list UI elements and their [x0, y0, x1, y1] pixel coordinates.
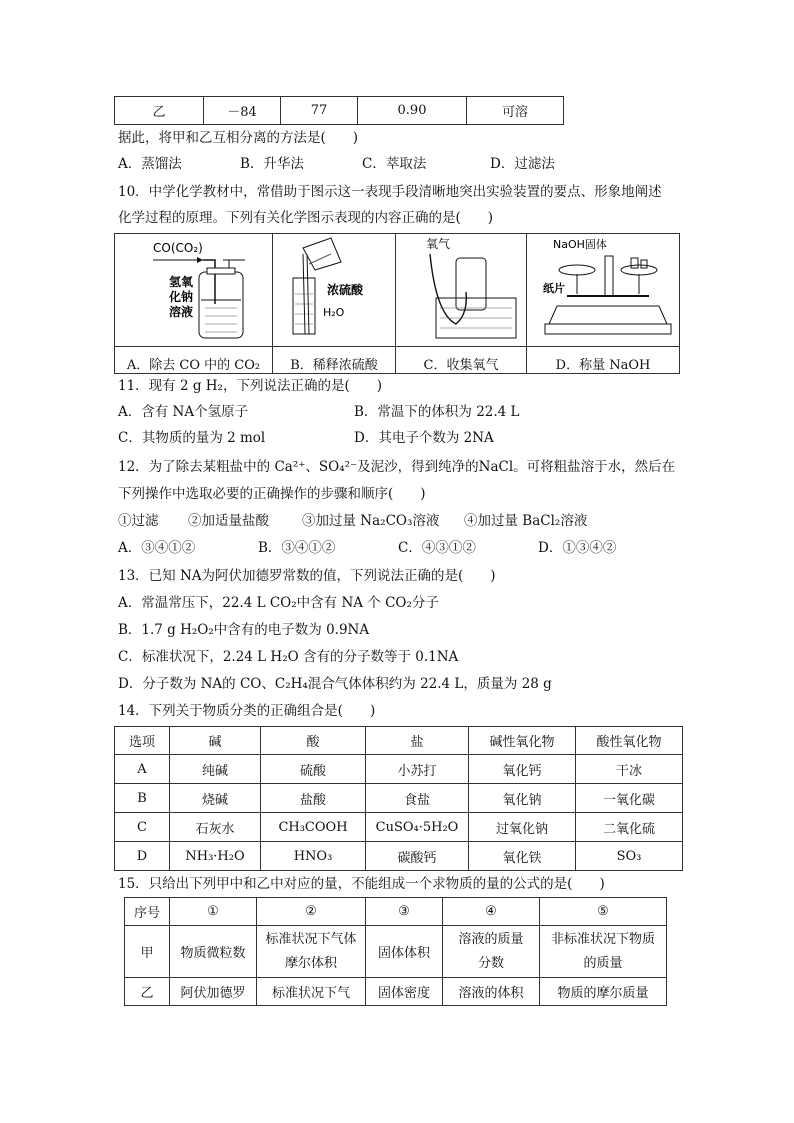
cell: 烧碱 — [170, 784, 261, 813]
q15-stem: 15．只给出下列甲中和乙中对应的量，不能组成一个求物质的量的公式的是( ) — [118, 876, 605, 892]
cell: 溶液的体积 — [443, 978, 540, 1006]
q14-table — [114, 726, 683, 871]
cell: 干冰 — [576, 755, 683, 784]
fig-b-acid-label: 浓硫酸 — [327, 283, 364, 297]
q9-stem: 据此，将甲和乙互相分离的方法是( ) — [118, 130, 359, 146]
q9-option-c: C．萃取法 — [362, 156, 427, 172]
cell: 固体体积 — [366, 926, 443, 978]
q12-option-b: B．③④①② — [258, 540, 336, 556]
table-row — [125, 978, 667, 1006]
row-label: 乙 — [125, 978, 170, 1006]
cell: C — [115, 813, 170, 842]
q9-option-b: B．升华法 — [240, 156, 304, 172]
q13-option-b: B．1.7 g H₂O₂中含有的电子数为 0.9NA — [118, 622, 370, 638]
header-cell: 序号 — [125, 898, 170, 926]
cell: B — [115, 784, 170, 813]
cell: A — [115, 755, 170, 784]
cell: 食盐 — [366, 784, 469, 813]
caption-d: D．称量 NaOH — [527, 347, 680, 374]
cell: 一氧化碳 — [576, 784, 683, 813]
balance-diagram — [527, 234, 679, 342]
cell: 非标准状况下物质的质量 — [540, 926, 667, 978]
cell: 氧化钙 — [469, 755, 576, 784]
header-cell: ② — [257, 898, 366, 926]
cell: D — [115, 842, 170, 871]
cell: 小苏打 — [366, 755, 469, 784]
q13-stem: 13．已知 NA为阿伏加德罗常数的值，下列说法正确的是( ) — [118, 568, 496, 584]
q12-step-4: ④加过量 BaCl₂溶液 — [464, 513, 588, 529]
cell: 二氧化硫 — [576, 813, 683, 842]
caption-a: A．除去 CO 中的 CO₂ — [115, 347, 273, 374]
header-cell: 碱 — [170, 727, 261, 755]
cell: NH₃·H₂O — [170, 842, 261, 871]
q11-stem: 11．现有 2 g H₂，下列说法正确的是( ) — [118, 378, 383, 394]
header-cell: 选项 — [115, 727, 170, 755]
fig-c-gas-label: 氧气 — [426, 237, 451, 251]
cell: －84 — [204, 97, 281, 125]
cell: 碳酸钙 — [366, 842, 469, 871]
cell: 氧化钠 — [469, 784, 576, 813]
q12-step-1: ①过滤 — [118, 513, 159, 529]
gas-washing-bottle-diagram — [115, 234, 272, 342]
figure-a — [115, 234, 273, 347]
fig-a-label-2: 化钠 — [169, 290, 194, 304]
top-table — [114, 96, 564, 125]
cell: 阿伏加德罗 — [170, 978, 257, 1006]
header-cell: ⑤ — [540, 898, 667, 926]
q12-option-a: A．③④①② — [118, 540, 196, 556]
q13-option-c: C．标准状况下，2.24 L H₂O 含有的分子数等于 0.1NA — [118, 649, 459, 665]
table-row — [115, 755, 683, 784]
cell: 可溶 — [467, 97, 564, 125]
q12-step-2: ②加适量盐酸 — [188, 513, 269, 529]
q12-step-3: ③加过量 Na₂CO₃溶液 — [302, 513, 440, 529]
cell: CH₃COOH — [261, 813, 366, 842]
q10-stem-line1: 10．中学化学教材中，常借助于图示这一表现手段清晰地突出实验装置的要点、形象地阐述 — [118, 184, 662, 200]
header-cell: 酸性氧化物 — [576, 727, 683, 755]
q9-option-a: A．蒸馏法 — [118, 156, 182, 172]
q11-option-d: D．其电子个数为 2NA — [354, 430, 494, 446]
header-cell: 酸 — [261, 727, 366, 755]
cell: 标准状况下气 — [257, 978, 366, 1006]
q12-option-c: C．④③①② — [398, 540, 476, 556]
cell: 标准状况下气体摩尔体积 — [257, 926, 366, 978]
header-cell: ① — [170, 898, 257, 926]
table-row — [115, 784, 683, 813]
header-cell: 碱性氧化物 — [469, 727, 576, 755]
cell: HNO₃ — [261, 842, 366, 871]
table-row — [125, 926, 667, 978]
header-cell: 盐 — [366, 727, 469, 755]
cell: 硫酸 — [261, 755, 366, 784]
cell: 固体密度 — [366, 978, 443, 1006]
table-row — [115, 842, 683, 871]
cell: 氧化铁 — [469, 842, 576, 871]
cell: 石灰水 — [170, 813, 261, 842]
fig-a-gas-label: CO(CO₂) — [153, 241, 203, 255]
q12-stem-line2: 下列操作中选取必要的正确操作的步骤和顺序( ) — [118, 486, 426, 502]
q12-stem-line1: 12．为了除去某粗盐中的 Ca²⁺、SO₄²⁻及泥沙，得到纯净的NaCl。可将粗盐溶于水，然后在 — [118, 459, 676, 475]
fig-d-solid-label: NaOH固体 — [553, 238, 607, 251]
q11-option-b: B．常温下的体积为 22.4 L — [354, 404, 520, 420]
q15-table — [124, 897, 667, 1006]
cell: 过氧化钠 — [469, 813, 576, 842]
q10-figure-table — [114, 233, 680, 374]
gas-collection-diagram — [396, 234, 526, 342]
cell: 溶液的质量分数 — [443, 926, 540, 978]
header-cell: ④ — [443, 898, 540, 926]
q11-option-c: C．其物质的量为 2 mol — [118, 430, 266, 446]
header-cell: ③ — [366, 898, 443, 926]
caption-b: B．稀释浓硫酸 — [273, 347, 396, 374]
q9-option-d: D．过滤法 — [490, 156, 555, 172]
figure-c — [396, 234, 527, 347]
q10-stem-line2: 化学过程的原理。下列有关化学图示表现的内容正确的是( ) — [118, 210, 494, 226]
cell: 0.90 — [358, 97, 467, 125]
figure-d — [527, 234, 680, 347]
caption-c: C．收集氧气 — [396, 347, 527, 374]
cell: 乙 — [115, 97, 204, 125]
cell: 物质微粒数 — [170, 926, 257, 978]
q13-option-d: D．分子数为 NA的 CO、C₂H₄混合气体体积约为 22.4 L，质量为 28 g — [118, 676, 552, 692]
dilution-diagram — [273, 234, 395, 342]
row-label: 甲 — [125, 926, 170, 978]
fig-b-water-label: H₂O — [323, 306, 345, 319]
fig-d-paper-label: 纸片 — [543, 282, 565, 295]
q12-option-d: D．①③④② — [538, 540, 617, 556]
cell: CuSO₄·5H₂O — [366, 813, 469, 842]
cell: 盐酸 — [261, 784, 366, 813]
figure-b — [273, 234, 396, 347]
fig-a-label-3: 溶液 — [169, 305, 194, 319]
q14-stem: 14．下列关于物质分类的正确组合是( ) — [118, 703, 376, 719]
cell: 77 — [281, 97, 358, 125]
q11-option-a: A．含有 NA个氢原子 — [118, 404, 249, 420]
cell: 纯碱 — [170, 755, 261, 784]
cell: 物质的摩尔质量 — [540, 978, 667, 1006]
cell: SO₃ — [576, 842, 683, 871]
q13-option-a: A．常温常压下，22.4 L CO₂中含有 NA 个 CO₂分子 — [118, 595, 439, 611]
table-row — [115, 813, 683, 842]
fig-a-label-1: 氢氧 — [169, 275, 194, 289]
